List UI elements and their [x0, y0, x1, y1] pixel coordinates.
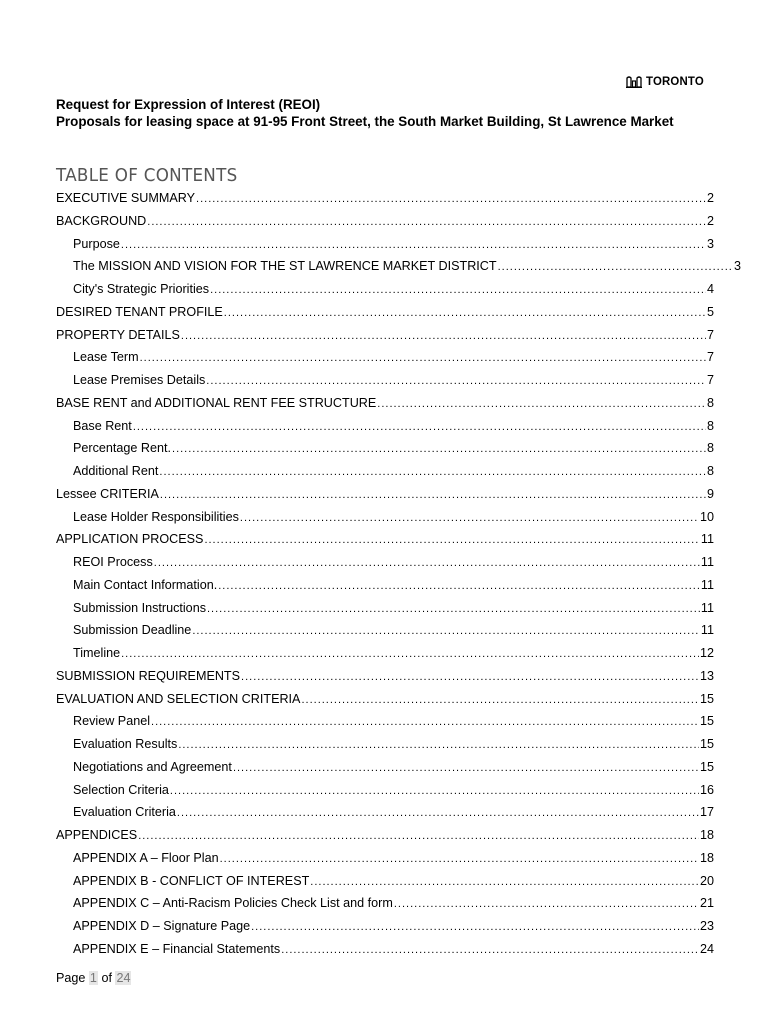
city-hall-icon [626, 75, 642, 88]
toc-entry-page: 7 [706, 327, 714, 342]
toc-entry-label: Lessee CRITERIA [56, 486, 159, 501]
toc-entry-label: Main Contact Information. [73, 577, 218, 592]
toc-entry-label: Submission Instructions [73, 600, 206, 615]
toc-entry-page: 11 [700, 577, 714, 592]
toc-dot-leader [154, 557, 700, 569]
toc-entry[interactable] [56, 805, 714, 828]
toc-entry-page: 15 [699, 759, 714, 774]
toc-dot-leader [138, 830, 699, 842]
toc-dot-leader [310, 876, 699, 888]
toc-entry-page: 4 [706, 282, 714, 296]
toc-entry[interactable] [56, 646, 714, 669]
toc-entry-label: Lease Holder Responsibilities [73, 509, 239, 524]
toc-entry-page: 7 [706, 350, 714, 365]
toc-entry[interactable] [56, 464, 714, 487]
toc-entry-page: 13 [699, 668, 714, 683]
toc-entry[interactable] [56, 851, 714, 874]
toc-entry[interactable] [56, 532, 714, 555]
toc-entry-label: REOI Process [73, 555, 153, 569]
total-page-number: 24 [116, 971, 131, 985]
toc-dot-leader [204, 534, 699, 546]
toc-entry-page: 18 [699, 850, 714, 865]
toc-entry[interactable] [56, 282, 714, 305]
document-header [56, 96, 716, 130]
toc-dot-leader [159, 466, 706, 478]
toc-dot-leader [172, 443, 706, 455]
toc-entry-label: Selection Criteria [73, 782, 169, 797]
toc-entry-label: APPENDIX E – Financial Statements [73, 941, 281, 956]
toc-dot-leader [224, 307, 706, 319]
toc-dot-leader [218, 580, 700, 592]
toc-entry-label: DESIRED TENANT PROFILE [56, 304, 223, 319]
toc-entry-page: 11 [700, 555, 714, 569]
toc-entry-label: APPENDIX C – Anti-Racism Policies Check List and form [73, 896, 393, 911]
toc-entry-page: 17 [699, 805, 714, 820]
toc-entry-label: Negotiations and Agreement [73, 759, 232, 774]
toc-entry-label: APPENDICES [56, 828, 138, 842]
toc-entry[interactable] [56, 669, 714, 692]
toc-entry[interactable] [56, 191, 714, 214]
page-footer [56, 971, 131, 985]
toc-entry[interactable] [56, 396, 714, 419]
toc-entry[interactable] [56, 783, 714, 806]
toc-entry-label: City's Strategic Priorities [73, 282, 210, 296]
current-page-number: 1 [89, 971, 97, 985]
toc-entry-page: 11 [700, 532, 714, 547]
toc-dot-leader [151, 716, 699, 728]
toc-entry-page: 9 [706, 486, 714, 501]
toc-dot-leader [192, 625, 700, 637]
toc-entry[interactable] [56, 350, 714, 373]
toc-entry-page: 23 [699, 919, 714, 933]
footer-separator: of [101, 971, 112, 985]
toc-entry[interactable] [56, 714, 714, 737]
toronto-logo [626, 74, 707, 88]
toc-dot-leader [220, 853, 699, 865]
toc-dot-leader [121, 239, 706, 251]
toc-entry-page: 3 [706, 236, 714, 251]
toc-entry-label: SUBMISSION REQUIREMENTS [56, 668, 241, 683]
toc-entry[interactable] [56, 214, 714, 237]
toc-entry[interactable] [56, 305, 714, 328]
toc-dot-leader [140, 352, 706, 364]
toc-dot-leader [301, 694, 699, 706]
toc-entry[interactable] [56, 487, 714, 510]
toc-entry[interactable] [56, 510, 714, 533]
logo-text: TORONTO [646, 74, 704, 88]
toc-dot-leader [121, 648, 699, 660]
toc-dot-leader [377, 398, 706, 410]
toc-entry-label: APPENDIX A – Floor Plan [73, 850, 219, 865]
toc-entry-page: 15 [699, 714, 714, 729]
toc-entry-label: PROPERTY DETAILS [56, 327, 180, 342]
toc-entry-label: APPENDIX B - CONFLICT OF INTEREST [73, 873, 310, 888]
toc-entry-page: 18 [699, 828, 714, 842]
toc-entry[interactable] [56, 623, 714, 646]
toc-entry-page: 2 [706, 213, 714, 228]
toc-entry-label: Evaluation Results [73, 737, 178, 751]
toc-entry[interactable] [56, 419, 714, 442]
toc-entry[interactable] [56, 828, 714, 851]
toc-entry-page: 11 [700, 600, 714, 615]
toc-entry[interactable] [56, 259, 741, 282]
toc-dot-leader [241, 671, 699, 683]
toc-entry-label: Base Rent [73, 418, 132, 433]
toc-entry[interactable] [56, 601, 714, 624]
toc-entry-label: Review Panel [73, 714, 151, 729]
toc-entry-page: 16 [699, 782, 714, 797]
toc-dot-leader [498, 261, 733, 273]
toc-entry-page: 3 [733, 259, 741, 274]
header-line-1: Request for Expression of Interest (REOI) [56, 97, 321, 112]
toc-entry-page: 24 [699, 941, 714, 956]
toc-entry-page: 8 [706, 418, 714, 433]
toc-dot-leader [240, 512, 699, 524]
toc-dot-leader [233, 762, 699, 774]
toc-entry-page: 11 [700, 623, 714, 638]
toc-entry-label: Percentage Rent. [73, 441, 172, 456]
toc-entry[interactable] [56, 760, 714, 783]
header-line-2: Proposals for leasing space at 91-95 Front Street, the South Market Building, St Lawrence Market [56, 114, 674, 129]
toc-entry-label: Lease Term [73, 350, 139, 365]
footer-prefix: Page [56, 971, 86, 985]
toc-entry-label: BASE RENT and ADDITIONAL RENT FEE STRUCTURE [56, 395, 377, 410]
toc-dot-leader [207, 603, 700, 615]
toc-entry[interactable] [56, 942, 714, 965]
toc-entry-label: EXECUTIVE SUMMARY [56, 191, 196, 205]
toc-dot-leader [394, 898, 699, 910]
toc-entry-label: Submission Deadline [73, 623, 192, 638]
toc-entry[interactable] [56, 441, 714, 464]
toc-entry-page: 8 [706, 395, 714, 410]
toc-entry-page: 8 [706, 441, 714, 456]
toc-entry[interactable] [56, 896, 714, 919]
toc-entry[interactable] [56, 919, 714, 942]
toc-dot-leader [206, 375, 706, 387]
toc-entry[interactable] [56, 578, 714, 601]
toc-dot-leader [196, 193, 706, 205]
toc-entry-label: EVALUATION AND SELECTION CRITERIA [56, 691, 301, 706]
toc-dot-leader [251, 921, 699, 933]
toc-entry[interactable] [56, 874, 714, 897]
toc-entry-label: Lease Premises Details [73, 373, 206, 387]
toc-entry[interactable] [56, 373, 714, 396]
toc-entry-page: 10 [699, 509, 714, 524]
toc-dot-leader [170, 785, 699, 797]
toc-entry[interactable] [56, 737, 714, 760]
toc-entry-page: 12 [699, 646, 714, 660]
toc-entry-page: 20 [699, 873, 714, 888]
toc-entry-page: 5 [706, 304, 714, 319]
toc-entry-page: 2 [706, 191, 714, 205]
table-of-contents [56, 191, 741, 965]
toc-dot-leader [177, 807, 699, 819]
toc-dot-leader [147, 216, 706, 228]
toc-entry-page: 8 [706, 464, 714, 478]
toc-entry[interactable] [56, 692, 714, 715]
toc-entry-label: Evaluation Criteria [73, 805, 176, 820]
toc-entry-page: 7 [706, 373, 714, 387]
toc-entry-label: APPENDIX D – Signature Page [73, 919, 251, 933]
toc-entry-label: Timeline [73, 646, 121, 660]
toc-entry-page: 21 [699, 896, 714, 911]
toc-dot-leader [178, 739, 699, 751]
toc-entry-page: 15 [699, 737, 714, 751]
toc-dot-leader [181, 330, 706, 342]
toc-dot-leader [160, 489, 706, 501]
toc-entry-page: 15 [699, 691, 714, 706]
toc-title: TABLE OF CONTENTS [56, 165, 238, 186]
toc-entry-label: The MISSION AND VISION FOR THE ST LAWRENCE MARKET DISTRICT [73, 259, 497, 274]
toc-dot-leader [210, 284, 706, 296]
toc-entry-label: Purpose [73, 236, 120, 251]
toc-entry-label: APPLICATION PROCESS [56, 532, 204, 547]
toc-entry-label: Additional Rent [73, 464, 159, 478]
toc-entry-label: BACKGROUND [56, 213, 147, 228]
toc-dot-leader [281, 944, 699, 956]
toc-entry[interactable] [56, 237, 714, 260]
toc-entry[interactable] [56, 555, 714, 578]
toc-entry[interactable] [56, 328, 714, 351]
toc-dot-leader [133, 421, 706, 433]
